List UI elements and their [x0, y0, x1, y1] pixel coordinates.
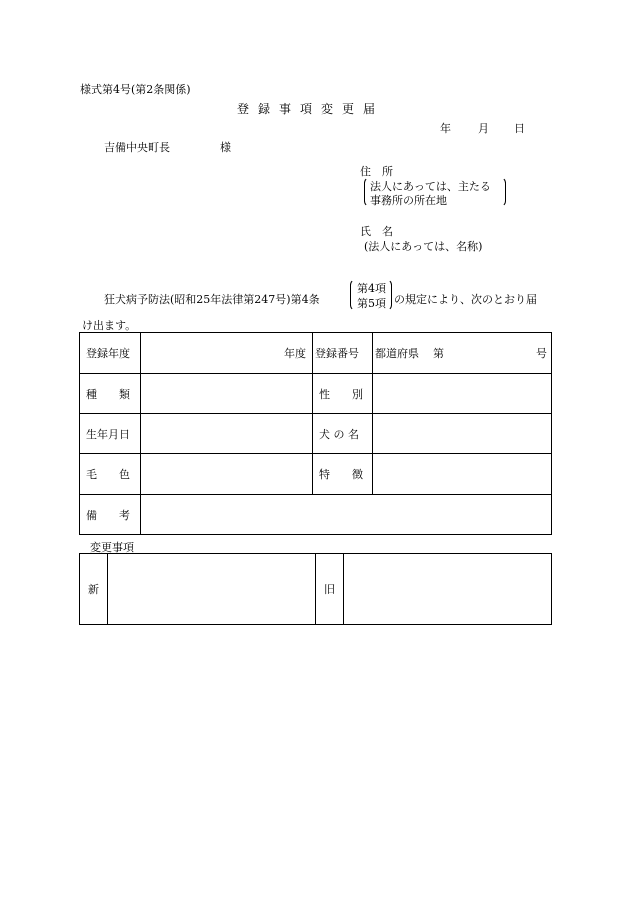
address-label: 住 所 [360, 165, 393, 178]
form-number: 様式第4号(第2条関係) [80, 83, 191, 96]
type-label: 種 類 [80, 374, 141, 414]
table-row [80, 414, 552, 454]
remarks-cell[interactable] [141, 495, 552, 535]
new-label: 新 [80, 554, 108, 625]
sex-cell[interactable] [373, 374, 552, 414]
dog-name-label: 犬 の 名 [313, 414, 373, 454]
features-label: 特 徴 [313, 454, 373, 495]
reg-year-label: 登録年度 [80, 333, 141, 374]
honorific: 様 [220, 141, 231, 154]
sex-label: 性 別 [313, 374, 373, 414]
form-title: 登録事項変更届 [237, 102, 385, 116]
changes-section-label: 変更事項 [90, 541, 134, 554]
registration-table [79, 332, 552, 535]
features-cell[interactable] [373, 454, 552, 495]
remarks-label: 備 考 [80, 495, 141, 535]
date-year: 年 [440, 122, 451, 135]
statement-text-after: の規定により、次のとおり届 [394, 293, 537, 306]
old-label: 旧 [316, 554, 344, 625]
table-row [80, 554, 552, 625]
reg-number-label: 登録番号 [313, 333, 373, 374]
table-row [80, 374, 552, 414]
prefecture-label: 都道府県 [375, 347, 419, 360]
address-note-line1: 法人にあっては、主たる [370, 180, 491, 193]
birth-cell[interactable] [141, 414, 313, 454]
reg-year-unit: 年度 [284, 347, 306, 360]
clause-option-5: 第5項 [357, 297, 386, 310]
number-prefix: 第 [433, 347, 444, 360]
statement-text: 狂犬病予防法(昭和25年法律第247号)第4条 [104, 293, 320, 306]
date-day: 日 [514, 122, 525, 135]
reg-year-cell[interactable] [141, 333, 313, 374]
clause-option-4: 第4項 [357, 282, 386, 295]
date-month: 月 [478, 122, 489, 135]
address-note-line2: 事務所の所在地 [370, 194, 447, 207]
new-cell[interactable] [108, 554, 316, 625]
type-cell[interactable] [141, 374, 313, 414]
addressee: 吉備中央町長 [104, 141, 170, 154]
color-cell[interactable] [141, 454, 313, 495]
changes-table [79, 553, 552, 625]
table-row [80, 333, 552, 374]
statement-line2: け出ます。 [82, 319, 137, 332]
name-note: (法人にあっては、名称) [364, 240, 483, 253]
table-row [80, 495, 552, 535]
birth-label: 生年月日 [80, 414, 141, 454]
table-row [80, 454, 552, 495]
name-label: 氏 名 [360, 225, 393, 238]
dog-name-cell[interactable] [373, 414, 552, 454]
reg-number-cell[interactable] [373, 333, 552, 374]
number-suffix: 号 [536, 347, 547, 360]
color-label: 毛 色 [80, 454, 141, 495]
old-cell[interactable] [344, 554, 552, 625]
